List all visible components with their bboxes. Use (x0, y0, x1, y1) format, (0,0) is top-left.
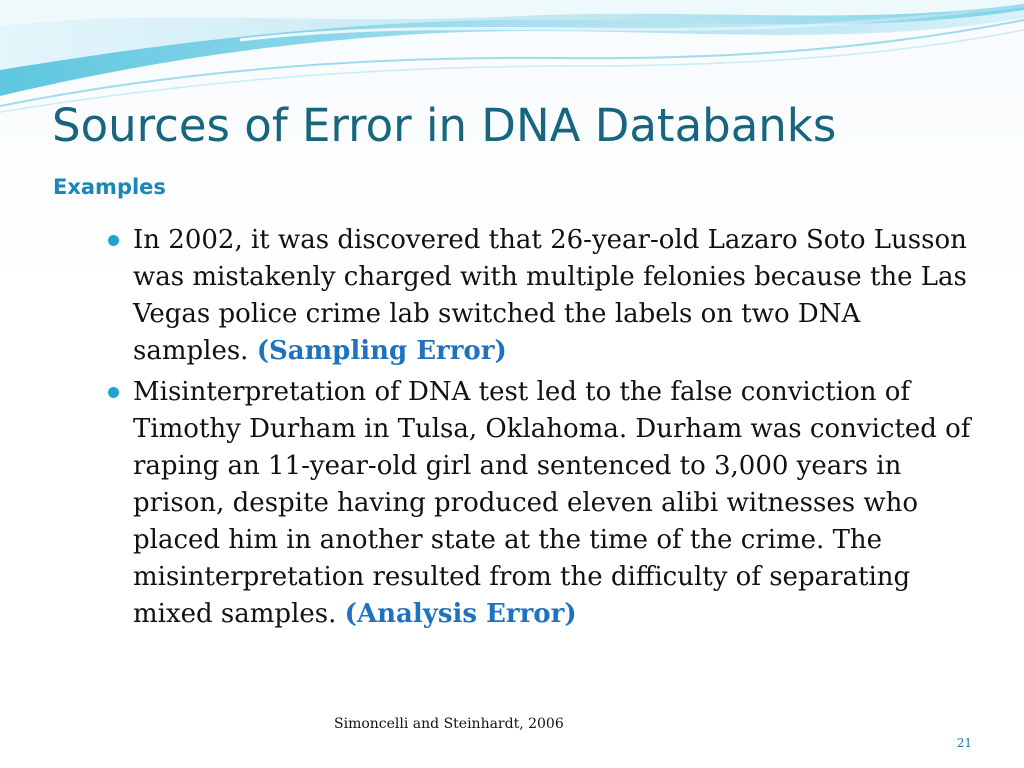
slide-subtitle: Examples (53, 175, 166, 199)
bullet-item (133, 374, 983, 633)
bullet-marker-icon (108, 235, 119, 246)
page-number: 21 (956, 736, 972, 750)
bullet-marker-icon (108, 387, 119, 398)
citation: Simoncelli and Steinhardt, 2006 (334, 716, 564, 732)
slide-title: Sources of Error in DNA Databanks (52, 99, 837, 152)
bullet-text: In 2002, it was discovered that 26-year-old Lazaro Soto Lusson was mistakenly charged with multiple felonies because the Las Vegas police crime lab switched the labels on two DNA samples. (133, 225, 967, 366)
bullet-list (133, 222, 983, 637)
error-type-label: (Sampling Error) (256, 336, 507, 366)
error-type-label: (Analysis Error) (344, 599, 577, 629)
bullet-text: Misinterpretation of DNA test led to the false conviction of Timothy Durham in Tulsa, Oklahoma. Durham was convicted of raping an 11-year-old girl and sentenced to 3,000 years in prison, despite having produced eleven alibi witnesses who placed him in another state at the time of the crime. The misinterpretation resulted from the difficulty of separating mixed samples. (133, 377, 971, 629)
bullet-item (133, 222, 983, 370)
